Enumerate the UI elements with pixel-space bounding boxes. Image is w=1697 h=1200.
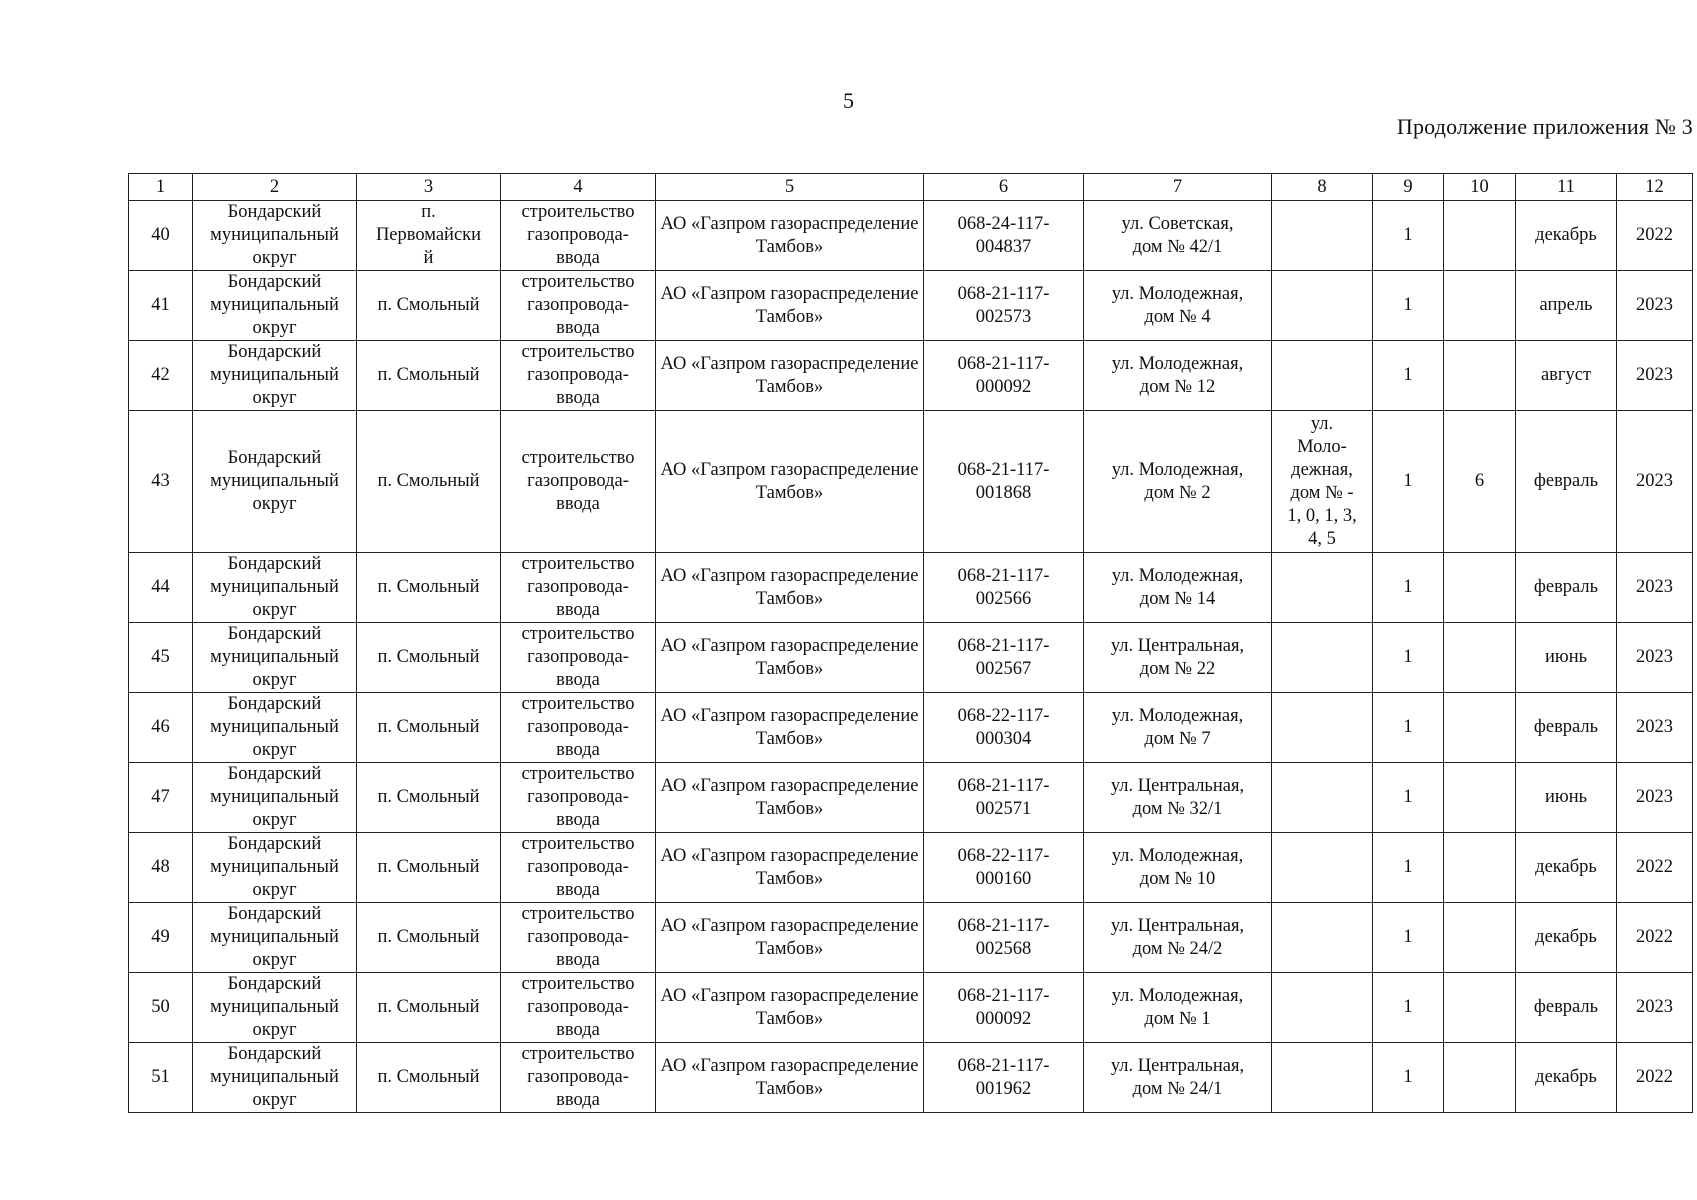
col9-cell: 1 xyxy=(1373,1043,1444,1113)
column-header: 3 xyxy=(357,174,501,201)
col8-cell: ул. Моло- дежная, дом № - 1, 0, 1, 3, 4, 5 xyxy=(1272,411,1373,553)
work-type-cell: строительство газопровода- ввода xyxy=(501,973,656,1043)
month-cell: август xyxy=(1516,341,1617,411)
object-code-cell: 068-21-117- 002573 xyxy=(924,271,1084,341)
address-cell: ул. Молодежная, дом № 4 xyxy=(1084,271,1272,341)
col10-cell xyxy=(1444,693,1516,763)
address-cell: ул. Центральная, дом № 24/2 xyxy=(1084,903,1272,973)
col8-cell xyxy=(1272,973,1373,1043)
district-cell: Бондарский муниципальный округ xyxy=(193,973,357,1043)
col10-cell: 6 xyxy=(1444,411,1516,553)
object-code-cell: 068-24-117- 004837 xyxy=(924,201,1084,271)
work-type-cell: строительство газопровода- ввода xyxy=(501,1043,656,1113)
col10-cell xyxy=(1444,623,1516,693)
organization-cell: АО «Газпром газораспределение Тамбов» xyxy=(656,833,924,903)
organization-cell: АО «Газпром газораспределение Тамбов» xyxy=(656,1043,924,1113)
settlement-cell: п. Смольный xyxy=(357,693,501,763)
column-header: 7 xyxy=(1084,174,1272,201)
month-cell: февраль xyxy=(1516,411,1617,553)
object-code-cell: 068-21-117- 000092 xyxy=(924,341,1084,411)
object-code-cell: 068-22-117- 000160 xyxy=(924,833,1084,903)
district-cell: Бондарский муниципальный округ xyxy=(193,271,357,341)
year-cell: 2023 xyxy=(1617,623,1693,693)
district-cell: Бондарский муниципальный округ xyxy=(193,1043,357,1113)
year-cell: 2023 xyxy=(1617,693,1693,763)
object-code-cell: 068-21-117- 001868 xyxy=(924,411,1084,553)
object-code-cell: 068-22-117- 000304 xyxy=(924,693,1084,763)
settlement-cell: п. Смольный xyxy=(357,341,501,411)
header-row xyxy=(129,174,1693,201)
col8-cell xyxy=(1272,623,1373,693)
row-number: 50 xyxy=(129,973,193,1043)
address-cell: ул. Молодежная, дом № 10 xyxy=(1084,833,1272,903)
settlement-cell: п. Смольный xyxy=(357,763,501,833)
address-cell: ул. Центральная, дом № 22 xyxy=(1084,623,1272,693)
month-cell: декабрь xyxy=(1516,201,1617,271)
col9-cell: 1 xyxy=(1373,201,1444,271)
month-cell: июнь xyxy=(1516,763,1617,833)
col10-cell xyxy=(1444,271,1516,341)
table-row xyxy=(129,1043,1693,1113)
district-cell: Бондарский муниципальный округ xyxy=(193,903,357,973)
col9-cell: 1 xyxy=(1373,271,1444,341)
district-cell: Бондарский муниципальный округ xyxy=(193,763,357,833)
settlement-cell: п. Смольный xyxy=(357,411,501,553)
column-header: 10 xyxy=(1444,174,1516,201)
col10-cell xyxy=(1444,763,1516,833)
work-type-cell: строительство газопровода- ввода xyxy=(501,903,656,973)
organization-cell: АО «Газпром газораспределение Тамбов» xyxy=(656,553,924,623)
col10-cell xyxy=(1444,833,1516,903)
year-cell: 2023 xyxy=(1617,973,1693,1043)
col9-cell: 1 xyxy=(1373,903,1444,973)
object-code-cell: 068-21-117- 002571 xyxy=(924,763,1084,833)
table-row xyxy=(129,693,1693,763)
organization-cell: АО «Газпром газораспределение Тамбов» xyxy=(656,623,924,693)
year-cell: 2022 xyxy=(1617,903,1693,973)
month-cell: декабрь xyxy=(1516,1043,1617,1113)
table-row xyxy=(129,201,1693,271)
col8-cell xyxy=(1272,201,1373,271)
page-number: 5 xyxy=(843,88,854,113)
settlement-cell: п. Смольный xyxy=(357,973,501,1043)
col8-cell xyxy=(1272,903,1373,973)
month-cell: декабрь xyxy=(1516,903,1617,973)
district-cell: Бондарский муниципальный округ xyxy=(193,411,357,553)
col10-cell xyxy=(1444,201,1516,271)
row-number: 41 xyxy=(129,271,193,341)
col9-cell: 1 xyxy=(1373,623,1444,693)
month-cell: февраль xyxy=(1516,553,1617,623)
district-cell: Бондарский муниципальный округ xyxy=(193,693,357,763)
appendix-heading: Продолжение приложения № 3 xyxy=(1396,114,1693,139)
row-number: 46 xyxy=(129,693,193,763)
column-header: 1 xyxy=(129,174,193,201)
organization-cell: АО «Газпром газораспределение Тамбов» xyxy=(656,201,924,271)
year-cell: 2022 xyxy=(1617,833,1693,903)
table-body xyxy=(129,201,1693,1113)
year-cell: 2023 xyxy=(1617,411,1693,553)
year-cell: 2023 xyxy=(1617,763,1693,833)
organization-cell: АО «Газпром газораспределение Тамбов» xyxy=(656,271,924,341)
row-number: 42 xyxy=(129,341,193,411)
organization-cell: АО «Газпром газораспределение Тамбов» xyxy=(656,411,924,553)
settlement-cell: п. Смольный xyxy=(357,553,501,623)
row-number: 44 xyxy=(129,553,193,623)
col9-cell: 1 xyxy=(1373,973,1444,1043)
year-cell: 2023 xyxy=(1617,553,1693,623)
settlement-cell: п. Смольный xyxy=(357,271,501,341)
row-number: 49 xyxy=(129,903,193,973)
district-cell: Бондарский муниципальный округ xyxy=(193,623,357,693)
district-cell: Бондарский муниципальный округ xyxy=(193,201,357,271)
work-type-cell: строительство газопровода- ввода xyxy=(501,341,656,411)
settlement-cell: п. Смольный xyxy=(357,1043,501,1113)
col10-cell xyxy=(1444,553,1516,623)
row-number: 51 xyxy=(129,1043,193,1113)
column-header: 6 xyxy=(924,174,1084,201)
address-cell: ул. Молодежная, дом № 12 xyxy=(1084,341,1272,411)
col8-cell xyxy=(1272,271,1373,341)
year-cell: 2023 xyxy=(1617,341,1693,411)
column-header: 4 xyxy=(501,174,656,201)
work-type-cell: строительство газопровода- ввода xyxy=(501,411,656,553)
district-cell: Бондарский муниципальный округ xyxy=(193,833,357,903)
table-row xyxy=(129,271,1693,341)
col9-cell: 1 xyxy=(1373,553,1444,623)
column-header: 8 xyxy=(1272,174,1373,201)
year-cell: 2022 xyxy=(1617,201,1693,271)
work-type-cell: строительство газопровода- ввода xyxy=(501,763,656,833)
year-cell: 2022 xyxy=(1617,1043,1693,1113)
district-cell: Бондарский муниципальный округ xyxy=(193,553,357,623)
col10-cell xyxy=(1444,903,1516,973)
column-header: 12 xyxy=(1617,174,1693,201)
settlement-cell: п. Смольный xyxy=(357,623,501,693)
address-cell: ул. Молодежная, дом № 14 xyxy=(1084,553,1272,623)
organization-cell: АО «Газпром газораспределение Тамбов» xyxy=(656,903,924,973)
object-code-cell: 068-21-117- 000092 xyxy=(924,973,1084,1043)
col8-cell xyxy=(1272,763,1373,833)
col10-cell xyxy=(1444,973,1516,1043)
district-cell: Бондарский муниципальный округ xyxy=(193,341,357,411)
col8-cell xyxy=(1272,1043,1373,1113)
column-header: 11 xyxy=(1516,174,1617,201)
col8-cell xyxy=(1272,833,1373,903)
table-row xyxy=(129,341,1693,411)
object-code-cell: 068-21-117- 002568 xyxy=(924,903,1084,973)
month-cell: апрель xyxy=(1516,271,1617,341)
settlement-cell: п. Смольный xyxy=(357,833,501,903)
object-code-cell: 068-21-117- 001962 xyxy=(924,1043,1084,1113)
address-cell: ул. Молодежная, дом № 1 xyxy=(1084,973,1272,1043)
object-code-cell: 068-21-117- 002566 xyxy=(924,553,1084,623)
col8-cell xyxy=(1272,553,1373,623)
month-cell: декабрь xyxy=(1516,833,1617,903)
month-cell: июнь xyxy=(1516,623,1617,693)
address-cell: ул. Центральная, дом № 24/1 xyxy=(1084,1043,1272,1113)
organization-cell: АО «Газпром газораспределение Тамбов» xyxy=(656,693,924,763)
col8-cell xyxy=(1272,341,1373,411)
address-cell: ул. Молодежная, дом № 7 xyxy=(1084,693,1272,763)
row-number: 40 xyxy=(129,201,193,271)
table-row xyxy=(129,763,1693,833)
col9-cell: 1 xyxy=(1373,693,1444,763)
col9-cell: 1 xyxy=(1373,411,1444,553)
settlement-cell: п. Первомайски й xyxy=(357,201,501,271)
col8-cell xyxy=(1272,693,1373,763)
table-row xyxy=(129,411,1693,553)
address-cell: ул. Молодежная, дом № 2 xyxy=(1084,411,1272,553)
work-type-cell: строительство газопровода- ввода xyxy=(501,693,656,763)
address-cell: ул. Советская, дом № 42/1 xyxy=(1084,201,1272,271)
col9-cell: 1 xyxy=(1373,763,1444,833)
work-type-cell: строительство газопровода- ввода xyxy=(501,271,656,341)
table-row xyxy=(129,833,1693,903)
table-row xyxy=(129,903,1693,973)
work-type-cell: строительство газопровода- ввода xyxy=(501,553,656,623)
table-row xyxy=(129,553,1693,623)
organization-cell: АО «Газпром газораспределение Тамбов» xyxy=(656,341,924,411)
organization-cell: АО «Газпром газораспределение Тамбов» xyxy=(656,973,924,1043)
row-number: 48 xyxy=(129,833,193,903)
address-cell: ул. Центральная, дом № 32/1 xyxy=(1084,763,1272,833)
data-table xyxy=(128,173,1693,1113)
col9-cell: 1 xyxy=(1373,833,1444,903)
row-number: 47 xyxy=(129,763,193,833)
work-type-cell: строительство газопровода- ввода xyxy=(501,623,656,693)
col9-cell: 1 xyxy=(1373,341,1444,411)
table-row xyxy=(129,973,1693,1043)
column-header: 5 xyxy=(656,174,924,201)
row-number: 43 xyxy=(129,411,193,553)
year-cell: 2023 xyxy=(1617,271,1693,341)
column-header: 9 xyxy=(1373,174,1444,201)
settlement-cell: п. Смольный xyxy=(357,903,501,973)
work-type-cell: строительство газопровода- ввода xyxy=(501,833,656,903)
row-number: 45 xyxy=(129,623,193,693)
month-cell: февраль xyxy=(1516,973,1617,1043)
organization-cell: АО «Газпром газораспределение Тамбов» xyxy=(656,763,924,833)
month-cell: февраль xyxy=(1516,693,1617,763)
object-code-cell: 068-21-117- 002567 xyxy=(924,623,1084,693)
col10-cell xyxy=(1444,1043,1516,1113)
column-header: 2 xyxy=(193,174,357,201)
col10-cell xyxy=(1444,341,1516,411)
table-row xyxy=(129,623,1693,693)
work-type-cell: строительство газопровода- ввода xyxy=(501,201,656,271)
